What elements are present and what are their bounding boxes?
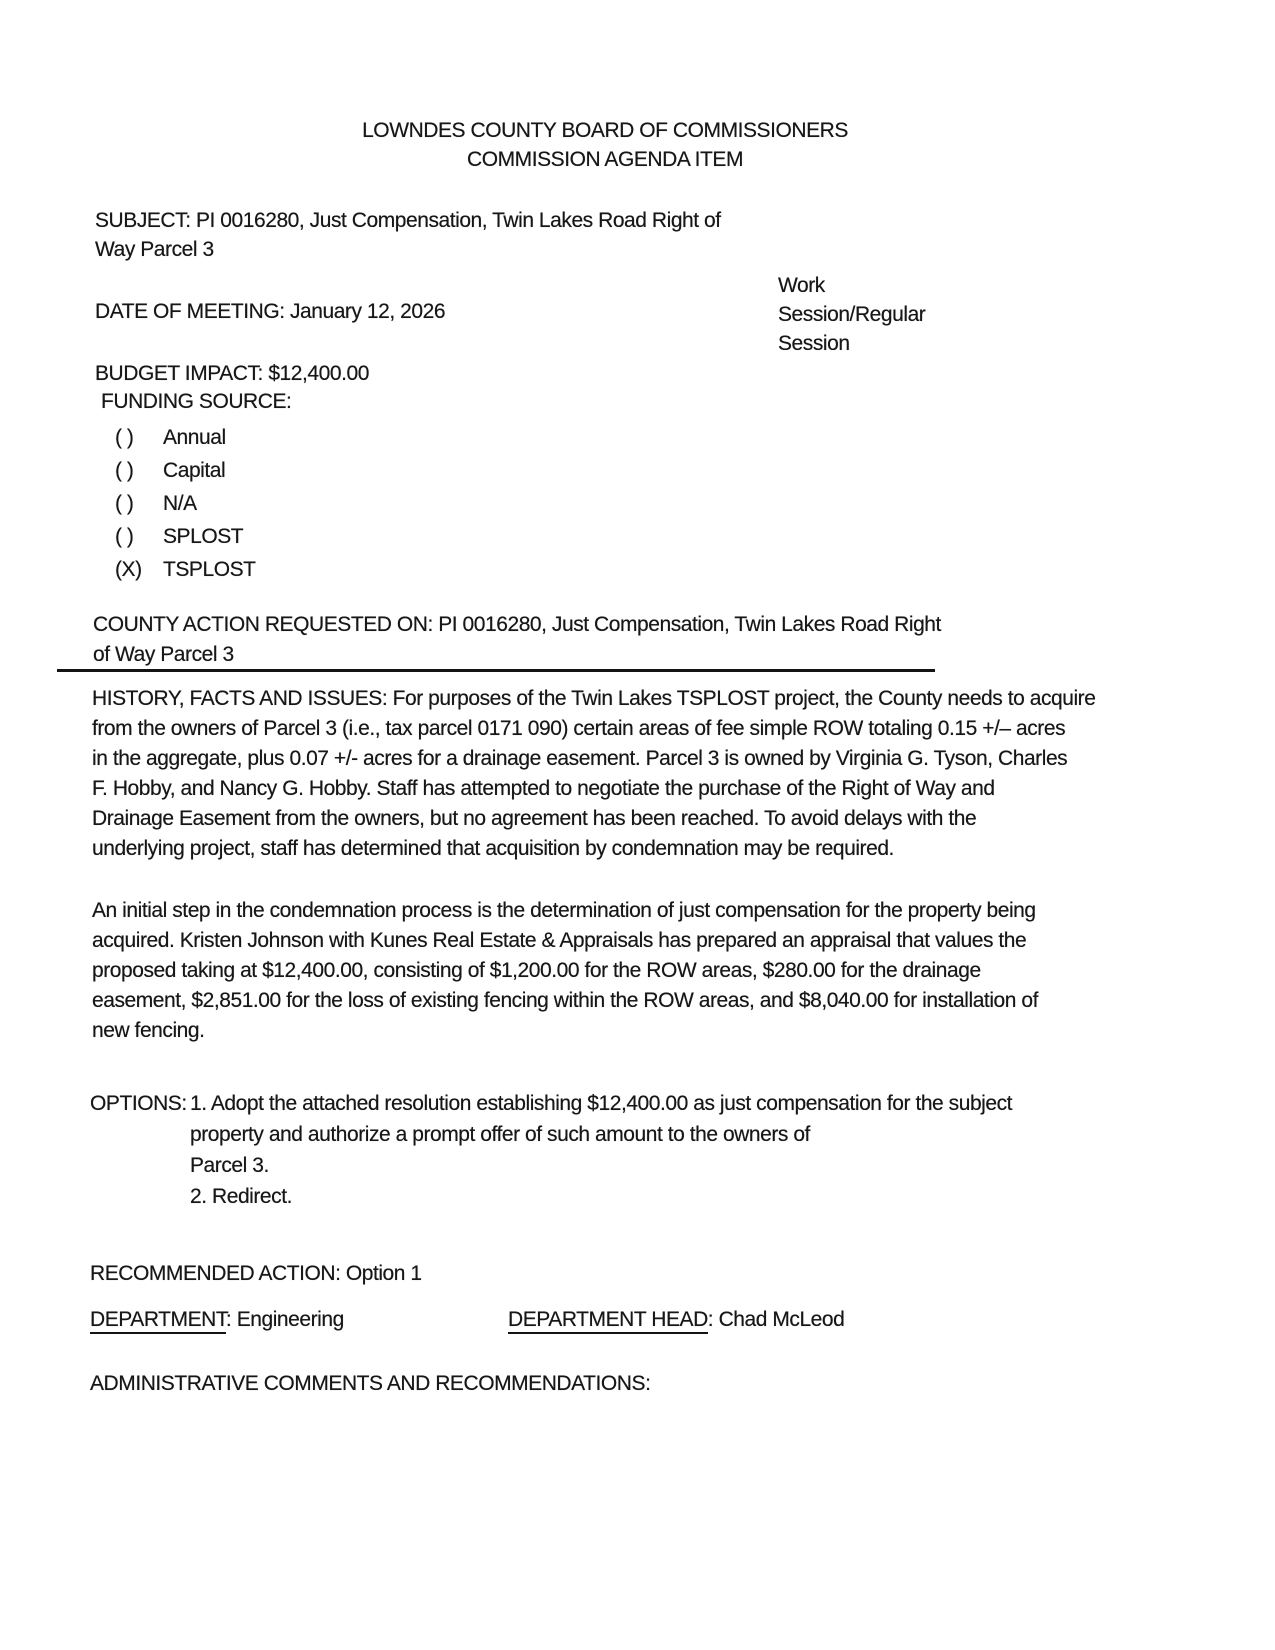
funding-source-list [115,426,256,591]
option-line: 2. Redirect. [190,1185,292,1208]
document-title-line1: LOWNDES COUNTY BOARD OF COMMISSIONERS [362,119,848,142]
funding-option-label: N/A [163,492,197,515]
history-line: underlying project, staff has determined that acquisition by condemnation may be required. [92,837,894,860]
subject-line1: SUBJECT: PI 0016280, Just Compensation, Twin Lakes Road Right of [95,209,721,232]
department-head-field [508,1308,844,1332]
department-value: : Engineering [225,1308,344,1331]
department-label: DEPARTMENT [90,1308,226,1334]
appraisal-line: An initial step in the condemnation process is the determination of just compensation for the property being [92,899,1036,922]
funding-option-splost [115,525,256,558]
history-facts-issues-paragraph [92,684,1095,864]
funding-option-na [115,492,256,525]
options-list [190,1088,1012,1212]
county-action-line2: of Way Parcel 3 [93,643,234,666]
options-label: OPTIONS: [90,1092,187,1115]
appraisal-paragraph [92,896,1038,1046]
administrative-comments-heading: ADMINISTRATIVE COMMENTS AND RECOMMENDATIONS: [90,1372,651,1395]
department-head-value: : Chad McLeod [707,1308,845,1331]
county-action-block [93,610,941,670]
funding-option-label: TSPLOST [163,558,256,581]
meeting-type-block [778,271,925,358]
history-line: Drainage Easement from the owners, but no agreement has been reached. To avoid delays with the [92,807,977,830]
checkbox-tsplost: (X) [115,558,142,581]
funding-option-label: SPLOST [163,525,244,548]
funding-option-label: Annual [163,426,226,449]
options-block [90,1088,1012,1212]
subject-block [95,206,721,264]
meeting-type-line2: Session/Regular [778,303,926,326]
department-field [90,1308,344,1334]
option-line: Parcel 3. [190,1154,269,1177]
funding-option-capital [115,459,256,492]
document-title [0,116,1210,174]
checkbox-capital: ( ) [115,459,134,482]
department-head-label: DEPARTMENT HEAD [508,1308,708,1334]
meeting-type-line3: Session [778,332,850,355]
section-divider-line [57,669,935,672]
meeting-type-line1: Work [778,274,825,297]
date-of-meeting: DATE OF MEETING: January 12, 2026 [95,300,446,323]
county-action-line1: COUNTY ACTION REQUESTED ON: PI 0016280, Just Compensation, Twin Lakes Road Right [93,613,941,636]
history-line: HISTORY, FACTS AND ISSUES: For purposes of the Twin Lakes TSPLOST project, the County needs to acquire [92,687,1096,710]
budget-impact: BUDGET IMPACT: $12,400.00 [95,362,369,385]
appraisal-line: new fencing. [92,1019,205,1042]
checkbox-splost: ( ) [115,525,134,548]
appraisal-line: acquired. Kristen Johnson with Kunes Real Estate & Appraisals has prepared an appraisal that values the [92,929,1027,952]
subject-line2: Way Parcel 3 [95,238,214,261]
funding-option-tsplost [115,558,256,591]
appraisal-line: easement, $2,851.00 for the loss of existing fencing within the ROW areas, and $8,040.00 for installation of [92,989,1038,1012]
history-line: F. Hobby, and Nancy G. Hobby. Staff has attempted to negotiate the purchase of the Right of Way and [92,777,995,800]
department-row [90,1308,845,1332]
history-line: in the aggregate, plus 0.07 +/- acres for a drainage easement. Parcel 3 is owned by Virginia G. Tyson, Charles [92,747,1068,770]
funding-source-label: FUNDING SOURCE: [101,390,292,413]
option-line: property and authorize a prompt offer of such amount to the owners of [190,1123,810,1146]
funding-option-label: Capital [163,459,226,482]
checkbox-na: ( ) [115,492,134,515]
option-line: 1. Adopt the attached resolution establishing $12,400.00 as just compensation for the subject [190,1092,1013,1115]
checkbox-annual: ( ) [115,426,134,449]
funding-option-annual [115,426,256,459]
recommended-action: RECOMMENDED ACTION: Option 1 [90,1262,422,1285]
history-line: from the owners of Parcel 3 (i.e., tax parcel 0171 090) certain areas of fee simple ROW totaling 0.15 +/– acres [92,717,1066,740]
document-title-line2: COMMISSION AGENDA ITEM [467,148,743,171]
appraisal-line: proposed taking at $12,400.00, consisting of $1,200.00 for the ROW areas, $280.00 for the drainage [92,959,981,982]
